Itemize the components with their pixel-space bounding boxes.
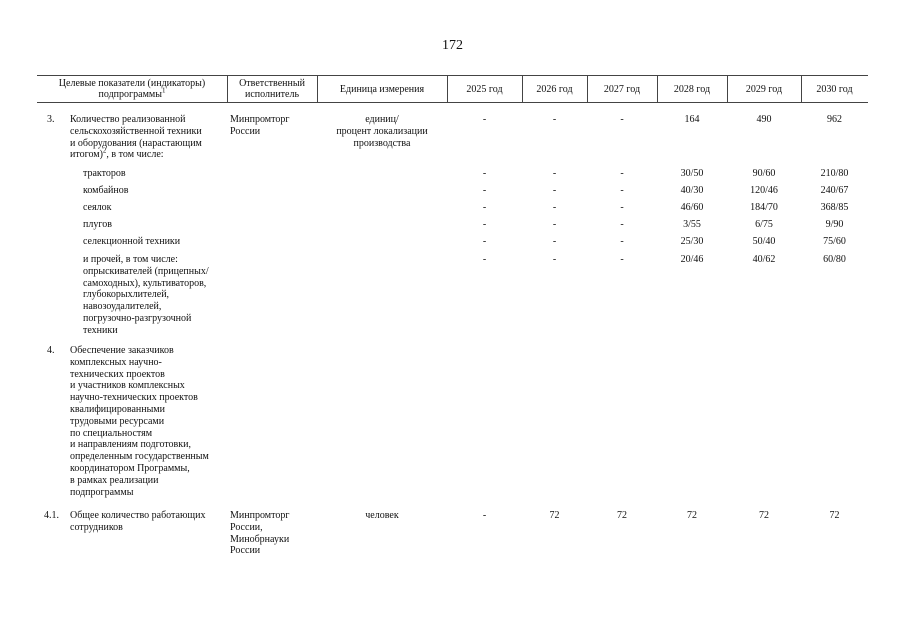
value-2026: - xyxy=(552,168,557,179)
row-executor: Минпромторг России, Минобрнауки России xyxy=(230,510,290,557)
value-2028: 25/30 xyxy=(680,236,704,247)
column-header-2029: 2029 год xyxy=(745,83,783,95)
value-2026: - xyxy=(552,202,557,213)
indicators-header-text: Целевые показатели (индикаторы) подпрограммы xyxy=(58,78,206,100)
value-2027: - xyxy=(620,202,624,213)
value-2027: - xyxy=(620,114,624,125)
column-header-2030: 2030 год xyxy=(816,83,853,95)
column-header-2025: 2025 год xyxy=(466,83,503,95)
value-2029: 72 xyxy=(759,510,769,521)
value-2029: 6/75 xyxy=(755,219,773,230)
subrow-label: плугов xyxy=(83,219,112,230)
row-number: 3. xyxy=(47,114,55,125)
value-2027: - xyxy=(620,254,624,265)
value-2026: - xyxy=(552,114,557,125)
value-2029: 90/60 xyxy=(752,168,776,179)
value-2027: - xyxy=(620,219,624,230)
column-header-2027: 2027 год xyxy=(603,83,641,95)
row-unit: человек xyxy=(365,510,399,521)
value-2025: - xyxy=(482,202,487,213)
value-2025: - xyxy=(482,254,487,265)
header-bottom-rule xyxy=(37,102,868,103)
value-2025: - xyxy=(482,510,487,521)
value-2029: 184/70 xyxy=(750,202,778,213)
column-header-unit: Единица измерения xyxy=(339,83,425,95)
row-title: Обеспечение заказчиков комплексных научно- технических проектов и участников комплексных научно-технических проектов квалифицированными трудовыми ресурсами по специальностям и направлениям подготовки, определенным государственным координатором Программы, в рамках реализации подпрограммы xyxy=(70,345,209,498)
value-2029: 50/40 xyxy=(752,236,776,247)
value-2028: 164 xyxy=(684,114,700,125)
value-2026: - xyxy=(552,185,557,196)
value-2027: - xyxy=(620,185,624,196)
value-2028: 20/46 xyxy=(680,254,704,265)
value-2028: 3/55 xyxy=(683,219,701,230)
column-header-executor: Ответственный исполнитель xyxy=(239,78,305,100)
value-2025: - xyxy=(482,185,487,196)
value-2029: 490 xyxy=(756,114,772,125)
value-2026: - xyxy=(552,236,557,247)
value-2030: 210/80 xyxy=(820,168,849,179)
page-number: 172 xyxy=(442,38,463,53)
value-2030: 368/85 xyxy=(820,202,849,213)
row-title xyxy=(70,114,202,161)
column-header-2028: 2028 год xyxy=(673,83,711,95)
subrow-label: тракторов xyxy=(83,168,126,179)
value-2029: 40/62 xyxy=(752,254,776,265)
row-number: 4.1. xyxy=(44,510,59,521)
row-title-end: , в том числе: xyxy=(106,149,164,161)
value-2027: 72 xyxy=(617,510,627,521)
row-number: 4. xyxy=(47,345,55,356)
value-2030: 962 xyxy=(827,114,842,125)
value-2028: 46/60 xyxy=(680,202,704,213)
value-2025: - xyxy=(482,168,487,179)
value-2030: 72 xyxy=(829,510,840,521)
row-executor: Минпромторг России xyxy=(230,114,290,137)
value-2030: 9/90 xyxy=(825,219,844,230)
value-2028: 40/30 xyxy=(680,185,704,196)
value-2025: - xyxy=(482,114,487,125)
footnote-mark: 2 xyxy=(102,147,107,156)
subrow-label: селекционной техники xyxy=(83,236,181,247)
subrow-label: комбайнов xyxy=(83,185,129,196)
value-2030: 240/67 xyxy=(820,185,849,196)
column-header-indicators xyxy=(37,76,227,102)
value-2026: - xyxy=(552,219,557,230)
value-2027: - xyxy=(620,168,624,179)
value-2026: 72 xyxy=(549,510,560,521)
value-2027: - xyxy=(620,236,624,247)
value-2030: 60/80 xyxy=(823,254,846,265)
row-title-text: Количество реализованной сельскохозяйственной техники и оборудования (нарастающим итогом) xyxy=(70,114,202,161)
value-2028: 30/50 xyxy=(680,168,704,179)
value-2026: - xyxy=(552,254,557,265)
row-unit: единиц/ процент локализации производства xyxy=(336,114,428,149)
column-header-2026: 2026 год xyxy=(536,83,573,95)
value-2028: 72 xyxy=(687,510,697,521)
value-2025: - xyxy=(482,236,487,247)
row-title: Общее количество работающих сотрудников xyxy=(70,510,206,533)
subrow-label: сеялок xyxy=(83,202,112,213)
value-2029: 120/46 xyxy=(750,185,778,196)
footnote-mark: 1 xyxy=(161,86,166,95)
value-2030: 75/60 xyxy=(823,236,846,247)
subrow-label: и прочей, в том числе: опрыскивателей (прицепных/ самоходных), культиваторов, глубокорыхлителей, навозоудалителей, погрузочно-разгрузочной техники xyxy=(83,254,209,336)
value-2025: - xyxy=(482,219,487,230)
